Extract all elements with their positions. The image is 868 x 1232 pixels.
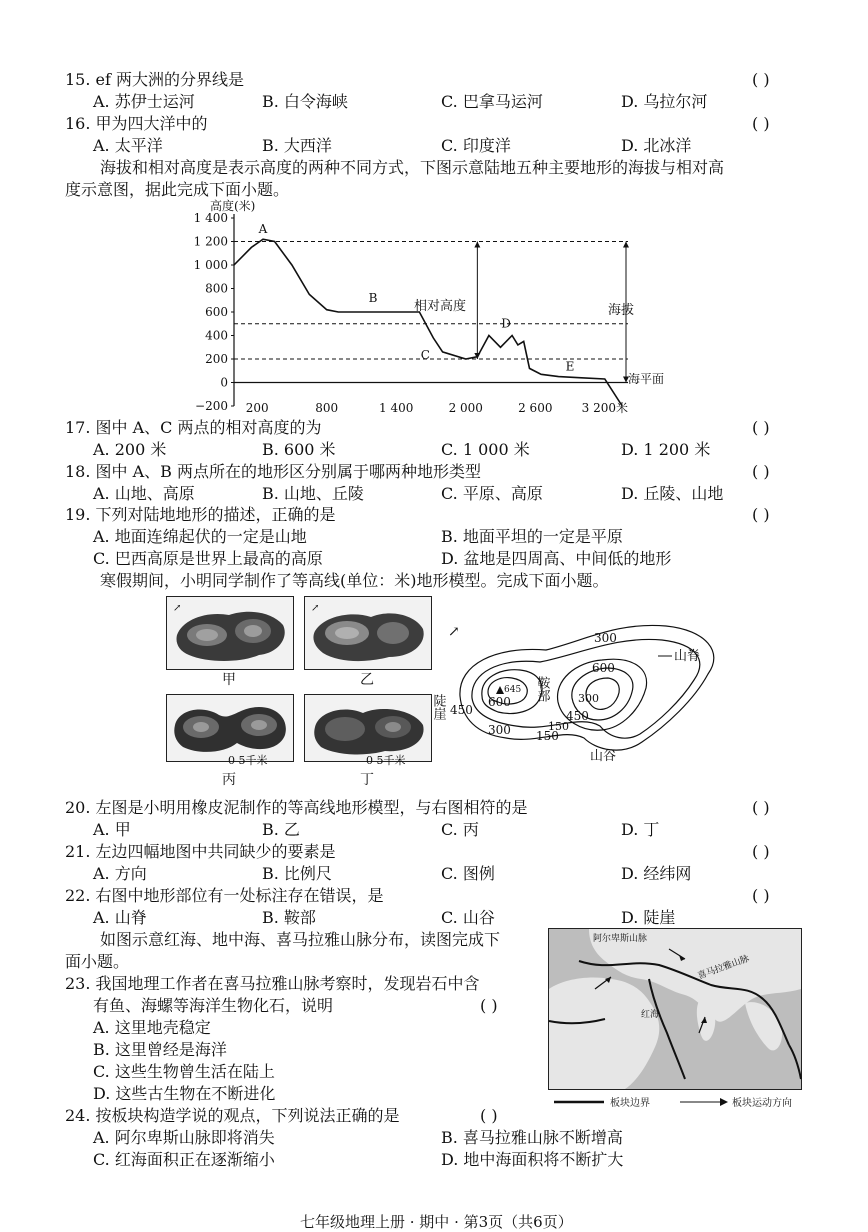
q21-option-c[interactable]: C. 图例 <box>441 864 495 883</box>
north-arrow-icon: ↗ <box>311 603 320 614</box>
north-arrow-icon: ↗ <box>173 603 182 614</box>
q17-option-a[interactable]: A. 200 米 <box>93 440 167 459</box>
contour-label-450-right: 450 <box>566 709 589 723</box>
contour-map <box>430 610 736 770</box>
y-tick-label: 1 200 <box>193 234 228 249</box>
altitude-label: 海拔 <box>608 303 635 318</box>
relative-height-label: 相对高度 <box>414 299 467 314</box>
q16-option-d[interactable]: D. 北冰洋 <box>621 136 692 155</box>
model-label-jia: 甲 <box>222 672 236 688</box>
intro-plate-line1: 如图示意红海、地中海、喜马拉雅山脉分布，读图完成下 <box>100 930 501 949</box>
q18-stem: 18. 图中 A、B 两点所在的地形区分别属于哪两种地形类型 <box>65 462 482 481</box>
alps-label: 阿尔卑斯山脉 <box>593 934 648 944</box>
q24-stem: 24. 按板块构造学说的观点，下列说法正确的是 <box>65 1106 400 1125</box>
point-label-d: D <box>501 316 511 331</box>
q21-option-b[interactable]: B. 比例尺 <box>262 864 332 883</box>
intro-elevation-line2: 度示意图，据此完成下面小题。 <box>65 180 290 199</box>
ridge-label: 山脊 <box>674 649 701 664</box>
point-label-a: A <box>258 222 268 237</box>
q23-stem-line1: 23. 我国地理工作者在喜马拉雅山脉考察时，发现岩石中含 <box>65 974 480 993</box>
q19-option-d[interactable]: D. 盆地是四周高、中间低的地形 <box>441 549 672 568</box>
y-tick-label: 400 <box>205 328 228 343</box>
q20-option-c[interactable]: C. 丙 <box>441 820 479 839</box>
q16-answer-paren[interactable]: ( ) <box>752 114 770 133</box>
q22-stem: 22. 右图中地形部位有一处标注存在错误，是 <box>65 886 384 905</box>
y-axis-title: 高度(米) <box>210 199 256 213</box>
q22-option-d[interactable]: D. 陡崖 <box>621 908 676 927</box>
x-tick-label: 1 400 <box>379 401 414 415</box>
himalaya-label: 喜马拉雅山脉 <box>696 953 751 982</box>
q23-option-d[interactable]: D. 这些古生物在不断进化 <box>93 1084 276 1103</box>
q15-stem: 15. ef 两大洲的分界线是 <box>65 70 245 89</box>
q18-option-a[interactable]: A. 山地、高原 <box>93 484 195 503</box>
plate-map-legend <box>552 1092 812 1112</box>
q22-option-a[interactable]: A. 山脊 <box>93 908 147 927</box>
q23-option-b[interactable]: B. 这里曾经是海洋 <box>93 1040 227 1059</box>
contour-label-300-bottom: 300 <box>488 723 511 737</box>
peak-elevation-label: 645 <box>504 685 522 695</box>
page-footer: 七年级地理上册 · 期中 · 第3页（共6页） <box>300 1213 573 1231</box>
q18-answer-paren[interactable]: ( ) <box>752 462 770 481</box>
q24-option-b[interactable]: B. 喜马拉雅山脉不断增高 <box>441 1128 623 1147</box>
q16-stem: 16. 甲为四大洋中的 <box>65 114 208 133</box>
x-tick-label: 200 <box>245 401 269 415</box>
y-tick-label: 1 400 <box>193 211 228 225</box>
model-photo-jia <box>166 596 294 670</box>
q18-option-d[interactable]: D. 丘陵、山地 <box>621 484 724 503</box>
q15-option-b[interactable]: B. 白令海峡 <box>262 92 348 111</box>
q20-option-b[interactable]: B. 乙 <box>262 820 300 839</box>
cliff-label: 陡崖 <box>430 694 446 720</box>
contour-label-150-right: 150 <box>548 720 569 733</box>
contour-label-600-left: 600 <box>488 695 511 709</box>
model-photo-yi <box>304 596 432 670</box>
q23-answer-paren[interactable]: ( ) <box>480 996 498 1015</box>
model-label-yi: 乙 <box>360 672 374 688</box>
point-label-b: B <box>368 291 378 305</box>
q20-answer-paren[interactable]: ( ) <box>752 798 770 817</box>
intro-plate-line2: 面小题。 <box>65 952 130 971</box>
y-tick-label: −200 <box>195 399 228 413</box>
sea-level-label: 海平面 <box>628 372 665 386</box>
q17-option-d[interactable]: D. 1 200 米 <box>621 440 711 459</box>
model-label-ding: 丁 <box>360 772 374 788</box>
q16-option-b[interactable]: B. 大西洋 <box>262 136 332 155</box>
intro-contour-model: 寒假期间，小明同学制作了等高线(单位：米)地形模型。完成下面小题。 <box>100 571 609 590</box>
model-bing-scale: 0 5千米 <box>228 754 268 767</box>
contour-label-450-left: 450 <box>450 703 473 717</box>
y-tick-label: 600 <box>205 305 228 319</box>
arrow-head-icon <box>623 242 629 248</box>
x-tick-label: 800 <box>315 401 339 415</box>
point-label-c: C <box>420 348 430 362</box>
contour-label-600-right: 600 <box>592 661 615 675</box>
x-tick-label: 2 000 <box>448 401 483 415</box>
q17-stem: 17. 图中 A、C 两点的相对高度的为 <box>65 418 322 437</box>
contour-label-300-right: 300 <box>578 692 599 705</box>
q22-answer-paren[interactable]: ( ) <box>752 886 770 905</box>
q21-stem: 21. 左边四幅地图中共同缺少的要素是 <box>65 842 336 861</box>
terrain-profile-line <box>234 239 622 406</box>
y-tick-label: 800 <box>205 281 228 296</box>
q24-answer-paren[interactable]: ( ) <box>480 1106 498 1125</box>
q15-answer-paren[interactable]: ( ) <box>752 70 770 89</box>
q24-option-c[interactable]: C. 红海面积正在逐渐缩小 <box>93 1150 275 1169</box>
y-tick-label: 0 <box>220 375 228 390</box>
q17-option-c[interactable]: C. 1 000 米 <box>441 440 530 459</box>
peak-triangle-icon <box>496 686 504 694</box>
q19-answer-paren[interactable]: ( ) <box>752 505 770 524</box>
arrow-head-icon <box>474 242 480 248</box>
plate-distribution-map <box>548 928 802 1090</box>
contour-label-150-bottom: 150 <box>536 729 559 743</box>
model-ding-scale: 0 5千米 <box>366 754 406 767</box>
q18-option-b[interactable]: B. 山地、丘陵 <box>262 484 364 503</box>
q24-option-a[interactable]: A. 阿尔卑斯山脉即将消失 <box>93 1128 275 1147</box>
q23-option-c[interactable]: C. 这些生物曾生活在陆上 <box>93 1062 275 1081</box>
q19-stem: 19. 下列对陆地地形的描述，正确的是 <box>65 505 336 524</box>
point-label-e: E <box>565 359 575 374</box>
q16-option-c[interactable]: C. 印度洋 <box>441 136 511 155</box>
intro-elevation-line1: 海拔和相对高度是表示高度的两种不同方式，下图示意陆地五种主要地形的海拔与相对高 <box>100 158 725 177</box>
y-tick-label: 1 000 <box>193 258 228 272</box>
q16-option-a[interactable]: A. 太平洋 <box>93 136 163 155</box>
q19-option-c[interactable]: C. 巴西高原是世界上最高的高原 <box>93 549 323 568</box>
q17-answer-paren[interactable]: ( ) <box>752 418 770 437</box>
x-tick-label: 2 600 <box>518 401 553 415</box>
q23-option-a[interactable]: A. 这里地壳稳定 <box>93 1018 211 1037</box>
q19-option-b[interactable]: B. 地面平坦的一定是平原 <box>441 527 623 546</box>
q15-option-d[interactable]: D. 乌拉尔河 <box>621 92 708 111</box>
q15-option-a[interactable]: A. 苏伊士运河 <box>93 92 195 111</box>
saddle-label: 鞍部 <box>534 676 550 702</box>
q20-stem: 20. 左图是小明用橡皮泥制作的等高线地形模型，与右图相符的是 <box>65 798 528 817</box>
q15-option-c[interactable]: C. 巴拿马运河 <box>441 92 543 111</box>
red-sea-label: 红海 <box>641 1010 660 1020</box>
q20-option-a[interactable]: A. 甲 <box>93 820 131 839</box>
q21-option-d[interactable]: D. 经纬网 <box>621 864 692 883</box>
q24-option-d[interactable]: D. 地中海面积将不断扩大 <box>441 1150 624 1169</box>
north-arrow-icon: ↗ <box>448 624 460 640</box>
model-label-bing: 丙 <box>222 772 236 788</box>
q21-option-a[interactable]: A. 方向 <box>93 864 147 883</box>
q17-option-b[interactable]: B. 600 米 <box>262 440 336 459</box>
x-tick-label: 3 200米 <box>581 401 629 415</box>
q22-option-b[interactable]: B. 鞍部 <box>262 908 316 927</box>
y-tick-label: 200 <box>205 352 228 366</box>
q20-option-d[interactable]: D. 丁 <box>621 820 660 839</box>
elevation-profile-chart <box>190 198 665 415</box>
q19-option-a[interactable]: A. 地面连绵起伏的一定是山地 <box>93 527 307 546</box>
q18-option-c[interactable]: C. 平原、高原 <box>441 484 543 503</box>
legend-direction-label: 板块运动方向 <box>732 1098 792 1109</box>
q22-option-c[interactable]: C. 山谷 <box>441 908 495 927</box>
legend-boundary-label: 板块边界 <box>610 1098 650 1109</box>
q21-answer-paren[interactable]: ( ) <box>752 842 770 861</box>
contour-label-300-top: 300 <box>594 631 617 645</box>
q23-stem-line2: 有鱼、海螺等海洋生物化石，说明 <box>93 996 334 1015</box>
valley-label: 山谷 <box>590 749 617 764</box>
